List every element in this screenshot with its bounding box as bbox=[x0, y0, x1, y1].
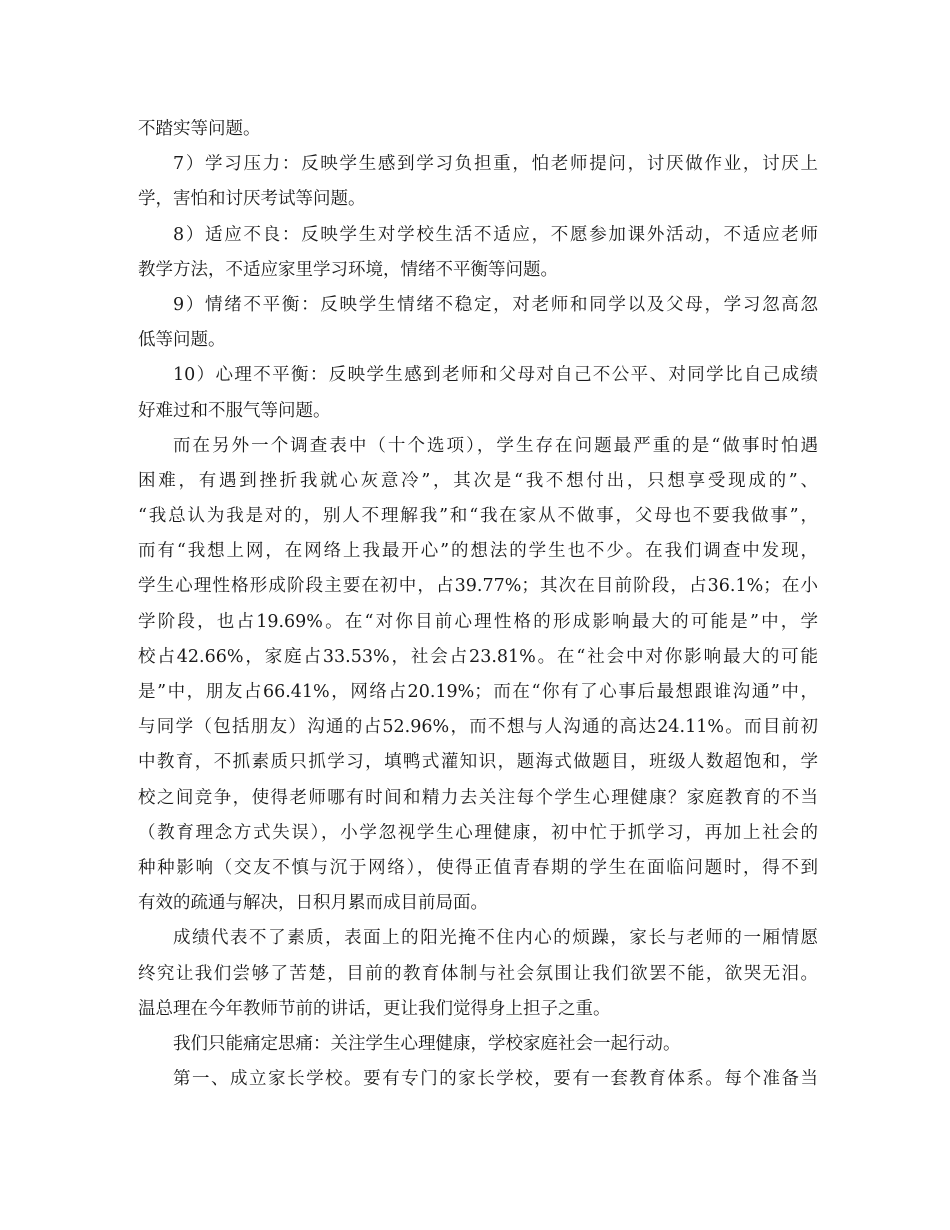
text-line: 温总理在今年教师节前的讲话，更让我们觉得身上担子之重。 bbox=[138, 998, 611, 1019]
text-line: 10）心理不平衡：反映学生感到老师和父母对自己不公平、对同学比自己成绩 bbox=[173, 365, 818, 386]
text-line: 与同学（包括朋友）沟通的占52.96%，而不想与人沟通的高达24.11%。而目前初 bbox=[138, 717, 818, 738]
text-line: “我总认为我是对的，别人不理解我”和“我在家从不做事，父母也不要我做事”， bbox=[138, 506, 818, 527]
text-line: 不踏实等问题。 bbox=[138, 119, 261, 139]
text-line: 第一、成立家长学校。要有专门的家长学校，要有一套教育体系。每个准备当 bbox=[173, 1069, 818, 1090]
text-line: 我们只能痛定思痛：关注学生心理健康，学校家庭社会一起行动。 bbox=[173, 1033, 681, 1054]
text-line: 学，害怕和讨厌考试等问题。 bbox=[138, 189, 366, 210]
text-line: 校占42.66%，家庭占33.53%，社会占23.81%。在“社会中对你影响最大的可能 bbox=[138, 646, 818, 667]
text-line: 7）学习压力：反映学生感到学习负担重，怕老师提问，讨厌做作业，讨厌上 bbox=[173, 154, 818, 175]
text-line: 学阶段，也占19.69%。在“对你目前心理性格的形成影响最大的可能是”中，学 bbox=[138, 611, 818, 632]
text-line: 而在另外一个调查表中（十个选项），学生存在问题最严重的是“做事时怕遇 bbox=[173, 435, 818, 456]
text-line: 中教育，不抓素质只抓学习，填鸭式灌知识，题海式做题目，班级人数超饱和，学 bbox=[138, 752, 818, 773]
text-line: 好难过和不服气等问题。 bbox=[138, 400, 331, 421]
text-line: 而有“我想上网，在网络上我最开心”的想法的学生也不少。在我们调查中发现， bbox=[138, 541, 818, 562]
text-line: 种种影响（交友不慎与沉于网络），使得正值青春期的学生在面临问题时，得不到 bbox=[138, 857, 818, 878]
text-line: 是”中，朋友占66.41%，网络占20.19%；而在“你有了心事后最想跟谁沟通”中， bbox=[138, 682, 818, 702]
text-line: 8）适应不良：反映学生对学校生活不适应，不愿参加课外活动，不适应老师 bbox=[173, 224, 818, 245]
text-line: 困难，有遇到挫折我就心灰意冷”，其次是“我不想付出，只想享受现成的”、 bbox=[138, 470, 818, 491]
text-line: 有效的疏通与解决，日积月累而成目前局面。 bbox=[138, 893, 488, 914]
text-line: 9）情绪不平衡：反映学生情绪不稳定，对老师和同学以及父母，学习忽高忽 bbox=[173, 294, 818, 315]
text-line: 低等问题。 bbox=[138, 330, 226, 351]
document-body bbox=[138, 112, 818, 1097]
text-line: 学生心理性格形成阶段主要在初中，占39.77%；其次在目前阶段，占36.1%；在小 bbox=[138, 576, 818, 597]
text-line: 成绩代表不了素质，表面上的阳光掩不住内心的烦躁，家长与老师的一厢情愿 bbox=[173, 928, 818, 949]
text-line: 终究让我们尝够了苦楚，目前的教育体制与社会氛围让我们欲罢不能，欲哭无泪。 bbox=[138, 963, 818, 984]
text-line: （教育理念方式失误），小学忽视学生心理健康，初中忙于抓学习，再加上社会的 bbox=[138, 822, 818, 843]
text-line: 教学方法，不适应家里学习环境，情绪不平衡等问题。 bbox=[138, 259, 558, 280]
text-line: 校之间竞争，使得老师哪有时间和精力去关注每个学生心理健康？家庭教育的不当 bbox=[138, 787, 818, 808]
